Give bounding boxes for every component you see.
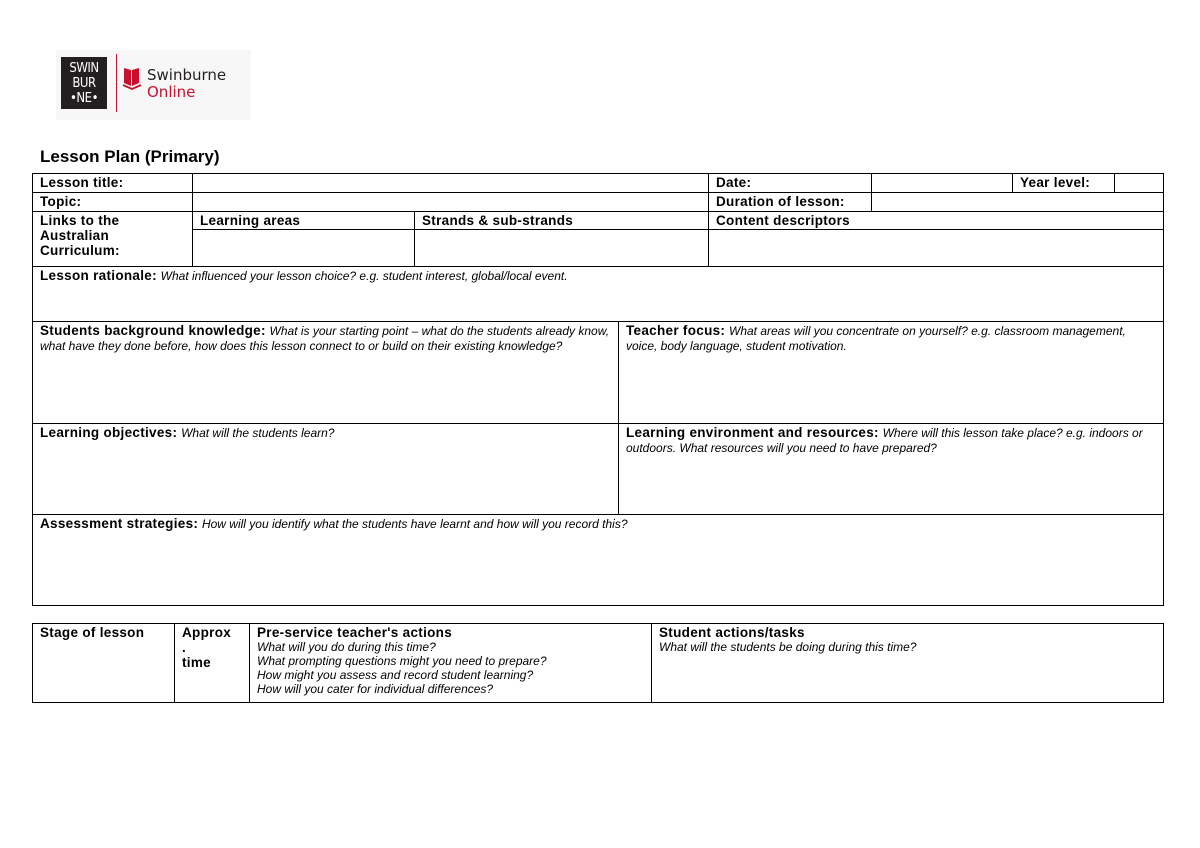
lesson-plan-table [32, 173, 1164, 606]
rationale-cell[interactable] [33, 267, 1164, 322]
environment-hint: Where will this lesson take place? e.g. indoors or outdoors. What resources will you need to have prepared? [626, 426, 1143, 455]
background-hint: What is your starting point – what do the students already know, what have they done before, how does this lesson connect to or build on their existing knowledge? [40, 324, 610, 353]
learning-environment-cell[interactable] [619, 424, 1164, 515]
objectives-label: Learning objectives: [40, 425, 178, 440]
assessment-label: Assessment strategies: [40, 516, 199, 531]
duration-label: Duration of lesson: [709, 193, 872, 212]
content-descriptors-field[interactable] [709, 230, 1164, 267]
rationale-label: Lesson rationale: [40, 268, 157, 283]
objectives-hint: What will the students learn? [181, 426, 335, 440]
topic-label: Topic: [33, 193, 193, 212]
date-field[interactable] [872, 174, 1013, 193]
stage-header: Stage of lesson [33, 624, 175, 703]
background-knowledge-cell[interactable] [33, 322, 619, 424]
book-icon [122, 66, 142, 92]
swinburne-logo [56, 50, 251, 120]
curriculum-label: Links to the Australian Curriculum: [33, 212, 193, 267]
student-actions-header: Student actions/tasks What will the students be doing during this time? [652, 624, 1164, 703]
environment-label: Learning environment and resources: [626, 425, 879, 440]
date-label: Date: [709, 174, 872, 193]
topic-field[interactable] [193, 193, 709, 212]
lesson-stages-table [32, 623, 1164, 703]
assessment-hint: How will you identify what the students have learnt and how will you record this? [201, 517, 628, 531]
strands-field[interactable] [415, 230, 709, 267]
logo-crest: SWIN BUR •NE• [61, 57, 107, 109]
year-level-field[interactable] [1115, 174, 1164, 193]
duration-field[interactable] [872, 193, 1164, 212]
rationale-hint: What influenced your lesson choice? e.g. student interest, global/local event. [160, 269, 568, 283]
background-label: Students background knowledge: [40, 323, 266, 338]
logo-wordmark: Swinburne Online [147, 66, 227, 101]
teacher-focus-label: Teacher focus: [626, 323, 726, 338]
teacher-focus-hint: What areas will you concentrate on yourself? e.g. classroom management, voice, body language, student motivation. [626, 324, 1126, 353]
learning-objectives-cell[interactable] [33, 424, 619, 515]
strands-header: Strands & sub-strands [415, 212, 709, 230]
approx-time-header: Approx . time [175, 624, 250, 703]
lesson-title-label: Lesson title: [33, 174, 193, 193]
learning-areas-field[interactable] [193, 230, 415, 267]
teacher-actions-header: Pre-service teacher's actions What will you do during this time? What prompting questions might you need to prepare? How might you assess and record student learning? How will you cater for individual differences? [250, 624, 652, 703]
assessment-cell[interactable] [33, 515, 1164, 606]
page-title: Lesson Plan (Primary) [40, 147, 220, 166]
lesson-title-field[interactable] [193, 174, 709, 193]
content-descriptors-header: Content descriptors [709, 212, 1164, 230]
learning-areas-header: Learning areas [193, 212, 415, 230]
teacher-focus-cell[interactable] [619, 322, 1164, 424]
year-level-label: Year level: [1013, 174, 1115, 193]
logo-divider [116, 54, 117, 112]
